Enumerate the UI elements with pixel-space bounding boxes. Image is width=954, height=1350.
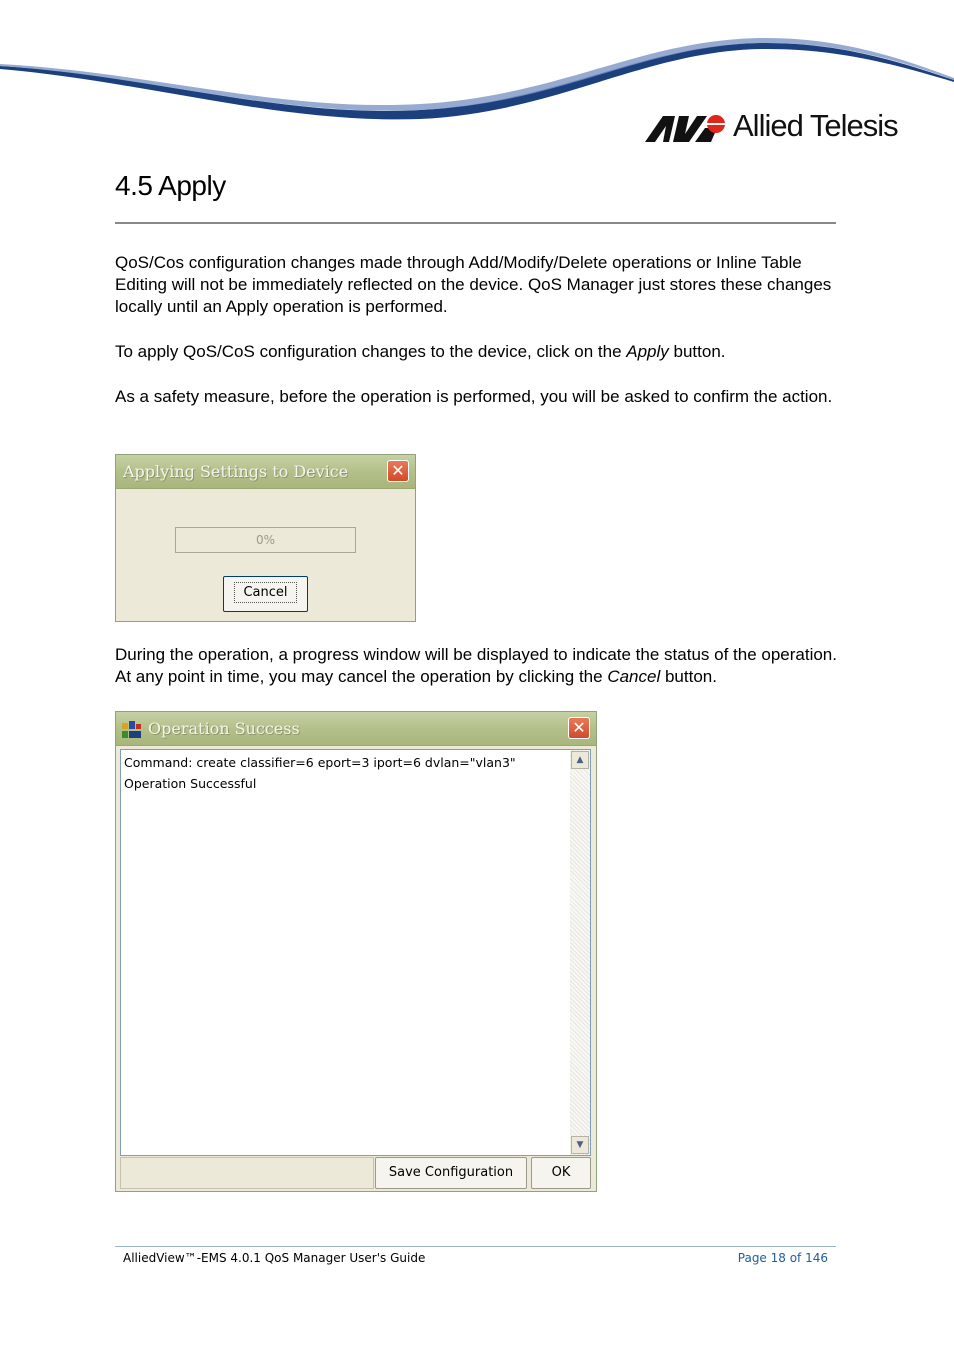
close-button[interactable]: ✕ xyxy=(568,717,590,739)
progress-paragraph xyxy=(115,644,840,688)
app-icon xyxy=(122,721,142,739)
applying-settings-dialog xyxy=(115,454,416,622)
footer-page-number: Page 18 of 146 xyxy=(737,1251,828,1265)
page-title: 4.5 Apply xyxy=(115,170,226,201)
save-configuration-button[interactable]: Save Configuration xyxy=(375,1157,527,1189)
footer-guide-title: AlliedView™-EMS 4.0.1 QoS Manager User's Guide xyxy=(123,1251,426,1265)
progress-bar xyxy=(175,527,356,553)
progress-text: 0% xyxy=(255,533,276,547)
dialog-title: Applying Settings to Device xyxy=(123,462,349,481)
text-run: button. xyxy=(660,667,717,686)
allied-telesis-logo xyxy=(645,110,905,146)
close-button[interactable]: ✕ xyxy=(387,460,409,482)
dialog-title-bar xyxy=(116,455,415,489)
footer-divider xyxy=(115,1246,836,1247)
log-line: Operation Successful xyxy=(124,776,257,791)
safety-paragraph: As a safety measure, before the operation is performed, you will be asked to confirm the action. xyxy=(115,387,833,406)
apply-instruction-paragraph xyxy=(115,341,840,363)
log-line: Command: create classifier=6 eport=3 iport=6 dvlan="vlan3" xyxy=(124,755,516,770)
cancel-emphasis: Cancel xyxy=(607,667,661,686)
vertical-scrollbar[interactable] xyxy=(570,750,590,1155)
allied-telesis-logo-mark-icon xyxy=(645,114,727,142)
apply-emphasis: Apply xyxy=(626,342,669,361)
text-run: button. xyxy=(668,342,726,361)
cancel-button[interactable] xyxy=(223,576,308,612)
cancel-button-label: Cancel xyxy=(234,582,296,603)
intro-paragraph: QoS/Cos configuration changes made through Add/Modify/Delete operations or Inline Table Editing will not be immediately reflected on the device. QoS Manager just stores these changes locally until an Apply operation is performed. xyxy=(115,253,832,316)
title-divider xyxy=(115,222,836,224)
dialog-title-bar xyxy=(116,712,596,746)
log-text-area[interactable] xyxy=(120,749,591,1156)
ok-button[interactable]: OK xyxy=(531,1157,591,1189)
scroll-down-icon[interactable]: ▼ xyxy=(571,1136,589,1154)
operation-success-dialog xyxy=(115,711,597,1192)
status-bar xyxy=(120,1157,374,1189)
text-run: During the operation, a progress window will be displayed to indicate the status of the operation. At any point in time, you may cancel the operation by clicking the xyxy=(115,645,837,686)
brand-name: Allied Telesis xyxy=(733,108,898,143)
scroll-up-icon[interactable]: ▲ xyxy=(571,751,589,769)
dialog-title: Operation Success xyxy=(148,719,300,738)
text-run: To apply QoS/CoS configuration changes to the device, click on the xyxy=(115,342,627,361)
